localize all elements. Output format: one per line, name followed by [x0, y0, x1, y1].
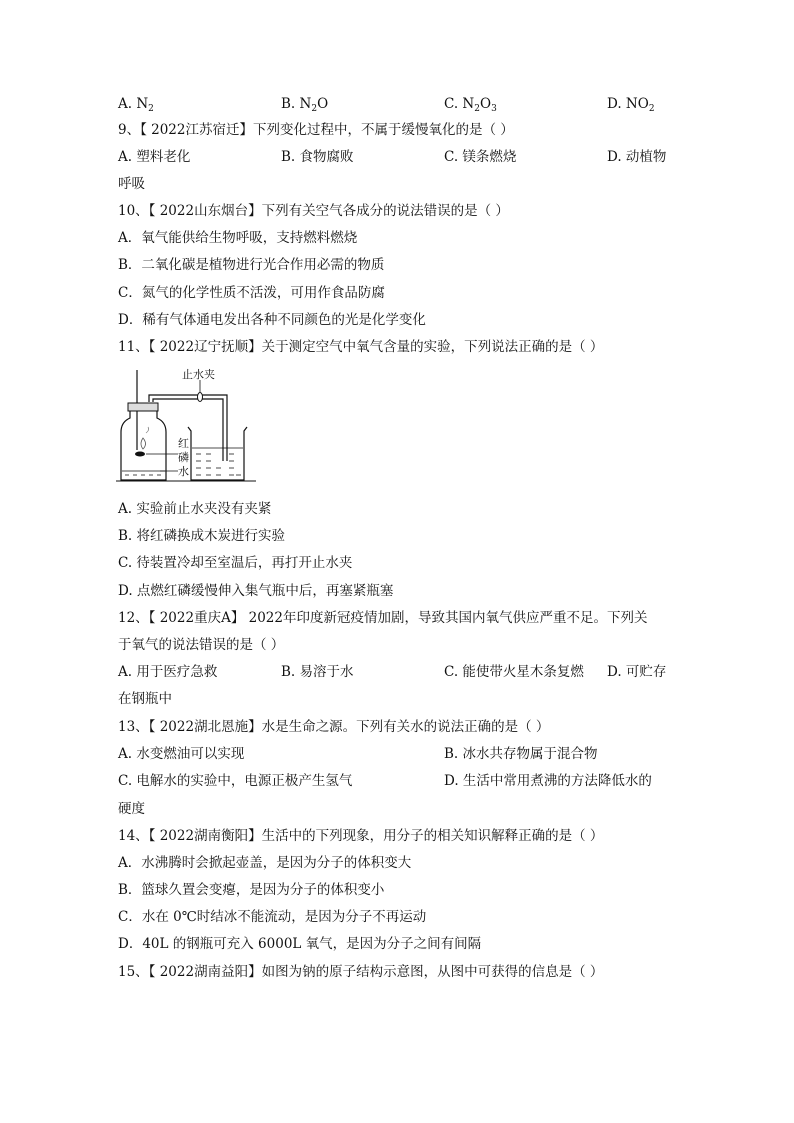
q9-stem: 9、【 2022江苏宿迁】下列变化过程中，不属于缓慢氧化的是（ ）: [118, 122, 514, 138]
label-water: 水: [178, 465, 189, 478]
q10-option-b: B．二氧化碳是植物进行光合作用必需的物质: [118, 257, 385, 273]
q11-option-a: A. 实验前止水夹没有夹紧: [118, 501, 272, 517]
q9-option-c: C. 镁条燃烧: [444, 149, 517, 165]
q12-option-d: D. 可贮存: [607, 664, 667, 680]
clamp-icon: [198, 393, 203, 402]
q12-option-b: B. 易溶于水: [281, 664, 354, 680]
flame-icon: [141, 438, 146, 449]
q14-option-c: C．水在 0℃时结冰不能流动，是因为分子不再运动: [118, 909, 427, 925]
oxygen-experiment-diagram: [116, 366, 256, 488]
q13-option-d-cont: 硬度: [118, 801, 145, 817]
q8-option-c: C. $N_2O_3$: [444, 96, 497, 114]
q11-stem: 11、【 2022辽宁抚顺】关于测定空气中氧气含量的实验，下列说法正确的是（ ）: [118, 339, 604, 355]
q8-option-a: A. $N_2$: [118, 96, 154, 114]
q13-option-b: B. 冰水共存物属于混合物: [444, 746, 598, 762]
q8-option-d: D. $NO_2$: [607, 96, 655, 114]
q9-option-d: D. 动植物: [607, 149, 667, 165]
q12-option-c: C. 能使带火星木条复燃: [444, 664, 584, 680]
q9-option-a: A. 塑料老化: [118, 149, 191, 165]
q10-stem: 10、【 2022山东烟台】下列有关空气各成分的说法错误的是（ ）: [118, 203, 509, 219]
q12-stem-cont: 于氧气的说法错误的是（ ）: [118, 637, 285, 653]
q15-stem: 15、【 2022湖南益阳】如图为钠的原子结构示意图，从图中可获得的信息是（ ）: [118, 964, 604, 980]
q12-stem: 12、【 2022重庆A】 2022年印度新冠疫情加剧，导致其国内氧气供应严重不足。下列关: [118, 610, 648, 626]
stopper: [128, 403, 158, 411]
q14-option-d: D．40L 的钢瓶可充入 6000L 氧气，是因为分子之间有间隔: [118, 936, 482, 952]
q10-option-c: C．氮气的化学性质不活泼，可用作食品防腐: [118, 285, 385, 301]
q14-option-a: A．水沸腾时会掀起壶盖，是因为分子的体积变大: [118, 855, 412, 871]
label-phosphorus-1: 红: [178, 437, 189, 450]
q12-option-a: A. 用于医疗急救: [118, 664, 218, 680]
q12-option-d-cont: 在钢瓶中: [118, 691, 172, 707]
q13-option-d: D. 生活中常用煮沸的方法降低水的: [444, 773, 652, 789]
beaker: [188, 427, 247, 480]
q11-option-d: D. 点燃红磷缓慢伸入集气瓶中后，再塞紧瓶塞: [118, 583, 394, 599]
q9-option-b: B. 食物腐败: [281, 149, 354, 165]
red-phosphorus-spoon: [135, 452, 145, 457]
q14-option-b: B．篮球久置会变瘪，是因为分子的体积变小: [118, 882, 385, 898]
q8-option-b: B. $N_2O$: [281, 96, 329, 114]
collecting-bottle: [121, 411, 166, 480]
q14-stem: 14、【 2022湖南衡阳】生活中的下列现象，用分子的相关知识解释正确的是（ ）: [118, 828, 604, 844]
label-clamp: 止水夹: [182, 368, 215, 381]
label-phosphorus-2: 磷: [178, 451, 189, 464]
q13-option-c: C. 电解水的实验中，电源正极产生氢气: [118, 773, 353, 789]
q10-option-d: D．稀有气体通电发出各种不同颜色的光是化学变化: [118, 312, 426, 328]
q9-option-d-cont: 呼吸: [118, 176, 145, 192]
q11-option-c: C. 待装置冷却至室温后，再打开止水夹: [118, 555, 353, 571]
q13-stem: 13、【 2022湖北恩施】水是生命之源。下列有关水的说法正确的是（ ）: [118, 719, 550, 735]
q13-option-a: A. 水变燃油可以实现: [118, 746, 245, 762]
q10-option-a: A．氧气能供给生物呼吸，支持燃料燃烧: [118, 230, 358, 246]
q11-option-b: B. 将红磷换成木炭进行实验: [118, 528, 286, 544]
